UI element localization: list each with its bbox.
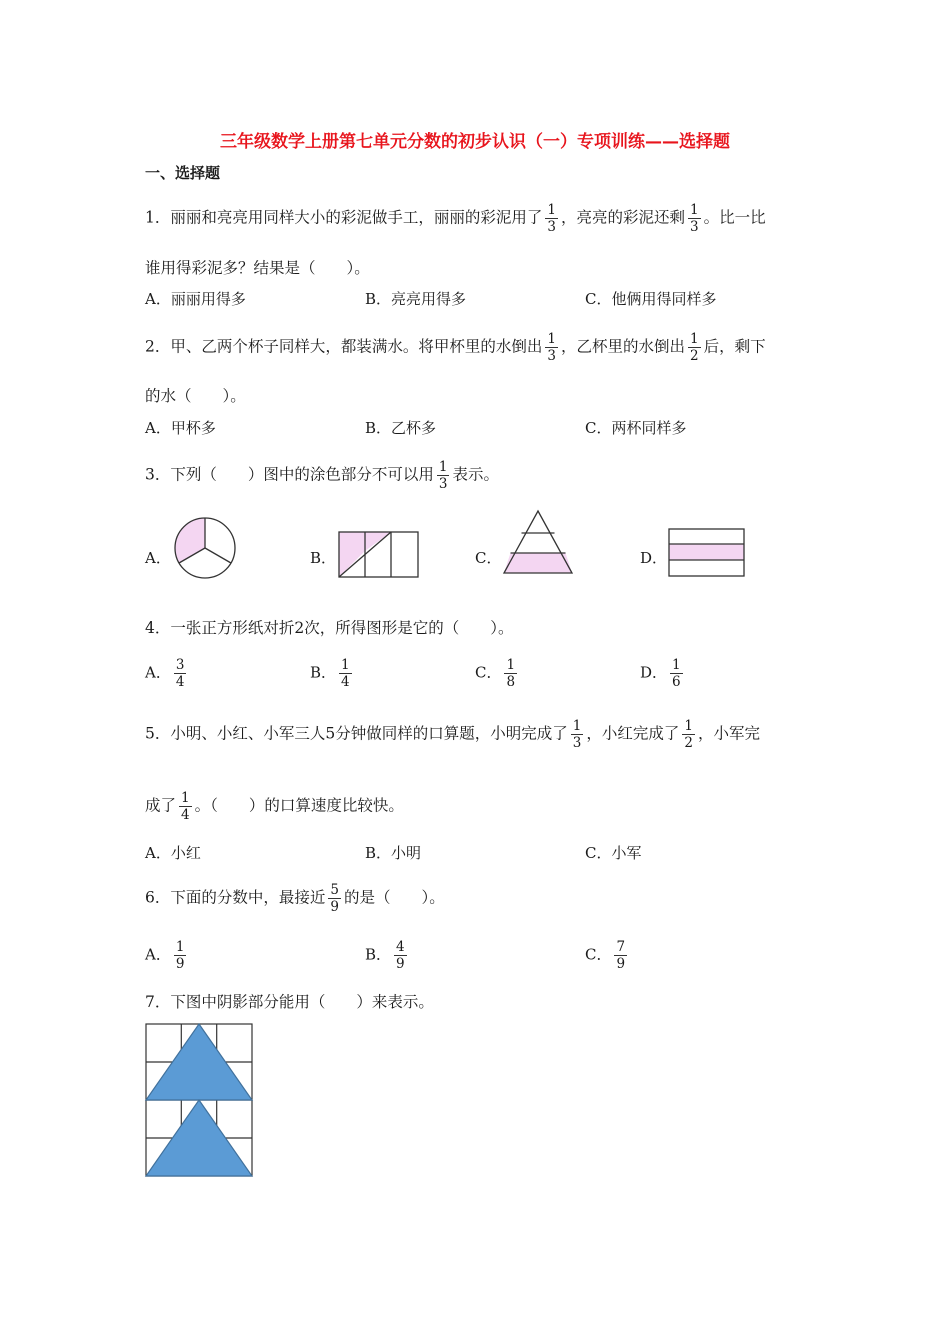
question-1-text: 1．丽丽和亮亮用同样大小的彩泥做手工，丽丽的彩泥用了 bbox=[145, 208, 543, 227]
q5-option-b[interactable]: B．小明 bbox=[365, 844, 422, 862]
q6-option-c[interactable]: C． $\frac{7}{9}$ bbox=[585, 939, 626, 972]
fraction: $\frac{4}{9}$ bbox=[396, 939, 405, 972]
question-5-text: 成了 bbox=[145, 796, 177, 815]
q4-option-d[interactable]: D． $\frac{1}{6}$ bbox=[640, 657, 681, 690]
question-5-text: 。（ ）的口算速度比较快。 bbox=[194, 796, 404, 815]
question-6-text: 的是（ ）。 bbox=[343, 888, 445, 907]
strips-figure bbox=[668, 528, 746, 578]
fraction: $\frac{1}{4}$ bbox=[341, 657, 350, 690]
question-2-text: 2．甲、乙两个杯子同样大，都装满水。将甲杯里的水倒出 bbox=[145, 337, 543, 356]
fraction: $\frac{1}{6}$ bbox=[672, 657, 681, 690]
question-5-line-1 bbox=[145, 718, 760, 751]
question-6-line-1 bbox=[145, 882, 445, 915]
q3-option-c[interactable]: C． bbox=[475, 549, 502, 567]
question-5-text: 5．小明、小红、小军三人5分钟做同样的口算题，小明完成了 bbox=[145, 724, 568, 743]
question-7-text: 7．下图中阴影部分能用（ ）来表示。 bbox=[145, 993, 434, 1011]
q1-option-a[interactable]: A．丽丽用得多 bbox=[145, 290, 246, 308]
triangle-figure bbox=[502, 510, 574, 576]
fraction: $\frac{1}{4}$ bbox=[181, 790, 190, 823]
question-5-text: ，小红完成了 bbox=[586, 724, 680, 743]
fraction: $\frac{1}{9}$ bbox=[175, 939, 185, 972]
q6-option-b[interactable]: B． $\frac{4}{9}$ bbox=[365, 939, 405, 972]
question-1-text: 。比一比 bbox=[703, 208, 766, 227]
q5-option-a[interactable]: A．小红 bbox=[145, 844, 201, 862]
q1-option-b[interactable]: B．亮亮用得多 bbox=[365, 290, 467, 308]
fraction: $\frac{1}{3}$ bbox=[547, 331, 556, 364]
question-2-text: ，乙杯里的水倒出 bbox=[560, 337, 685, 356]
fraction: $\frac{1}{2}$ bbox=[689, 331, 699, 364]
fraction: $\frac{1}{2}$ bbox=[684, 718, 693, 751]
section-heading: 一、选择题 bbox=[145, 164, 221, 182]
q4-option-c[interactable]: C． $\frac{1}{8}$ bbox=[475, 657, 516, 690]
page-title: 三年级数学上册第七单元分数的初步认识（一）专项训练——选择题 bbox=[220, 132, 730, 152]
shaded-part bbox=[504, 553, 572, 573]
fraction: $\frac{7}{9}$ bbox=[616, 939, 626, 972]
q2-option-c[interactable]: C．两杯同样多 bbox=[585, 419, 687, 437]
fraction: $\frac{1}{3}$ bbox=[689, 202, 699, 235]
q4-option-b[interactable]: B． $\frac{1}{4}$ bbox=[310, 657, 350, 690]
question-5-line-2 bbox=[145, 790, 404, 823]
fraction: $\frac{1}{3}$ bbox=[547, 202, 556, 235]
circle-figure bbox=[172, 515, 238, 581]
question-2-text: 后，剩下 bbox=[703, 337, 766, 356]
question-3-line-1 bbox=[145, 459, 499, 492]
question-2-line-2: 的水（ ）。 bbox=[145, 387, 246, 405]
shaded-part bbox=[669, 544, 744, 560]
fraction: $\frac{1}{8}$ bbox=[506, 657, 516, 690]
question-3-text: 表示。 bbox=[452, 465, 499, 484]
question-1-line-1 bbox=[145, 202, 766, 235]
q5-option-c[interactable]: C．小军 bbox=[585, 844, 642, 862]
grid-triangle-figure bbox=[144, 1022, 256, 1180]
question-1-line-2: 谁用得彩泥多？结果是（ ）。 bbox=[145, 259, 370, 277]
q3-option-a[interactable]: A． bbox=[145, 549, 171, 567]
q2-option-b[interactable]: B．乙杯多 bbox=[365, 419, 437, 437]
question-4-text: 4．一张正方形纸对折2次，所得图形是它的（ ）。 bbox=[145, 619, 514, 637]
rectangle-figure bbox=[338, 531, 420, 579]
question-2-line-1 bbox=[145, 331, 766, 364]
fraction: $\frac{1}{3}$ bbox=[572, 718, 582, 751]
q1-option-c[interactable]: C．他俩用得同样多 bbox=[585, 290, 717, 308]
q4-option-a[interactable]: A． $\frac{3}{4}$ bbox=[145, 657, 185, 690]
question-1-text: ，亮亮的彩泥还剩 bbox=[560, 208, 685, 227]
q2-option-a[interactable]: A．甲杯多 bbox=[145, 419, 216, 437]
q3-option-d[interactable]: D． bbox=[640, 549, 668, 567]
q6-option-a[interactable]: A． $\frac{1}{9}$ bbox=[145, 939, 185, 972]
question-5-text: ，小军完 bbox=[697, 724, 760, 743]
fraction: $\frac{1}{3}$ bbox=[438, 459, 448, 492]
fraction: $\frac{3}{4}$ bbox=[175, 657, 185, 690]
fraction: $\frac{5}{9}$ bbox=[330, 882, 339, 915]
question-3-text: 3．下列（ ）图中的涂色部分不可以用 bbox=[145, 465, 434, 484]
q3-option-b[interactable]: B． bbox=[310, 549, 337, 567]
question-6-text: 6．下面的分数中，最接近 bbox=[145, 888, 326, 907]
